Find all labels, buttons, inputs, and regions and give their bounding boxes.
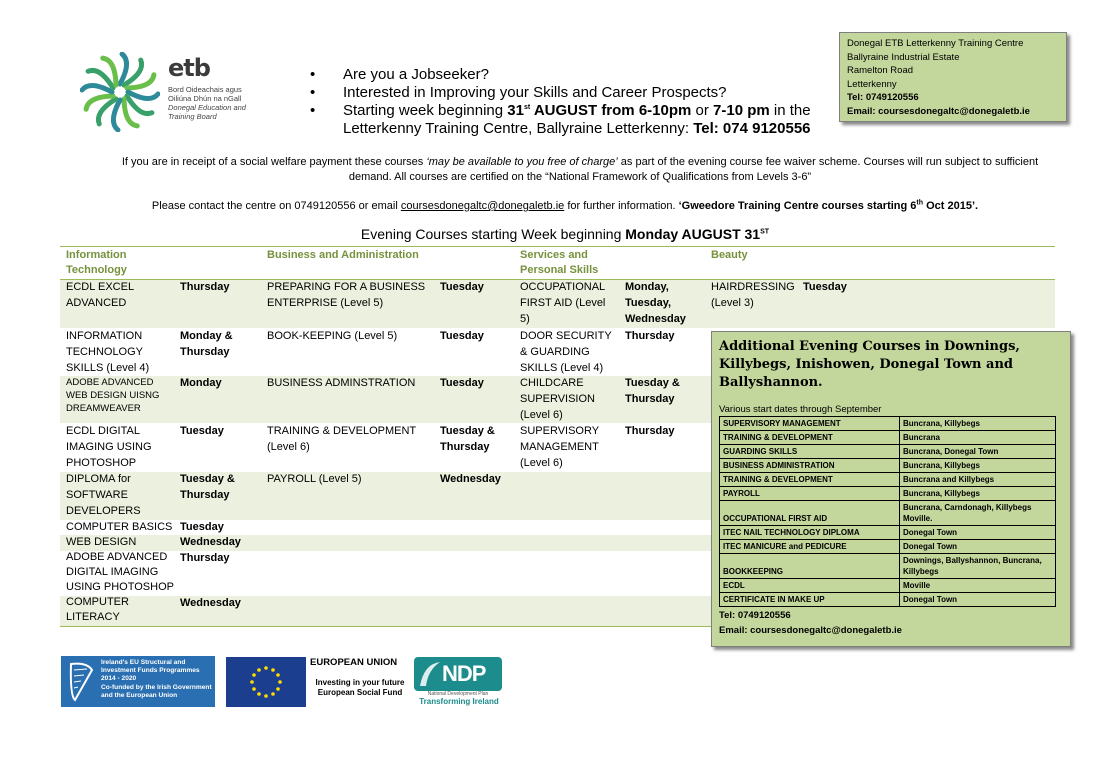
courses-title: Evening Courses starting Week beginning Monday AUGUST 31ST: [360, 226, 770, 242]
sp-course-day: Monday, Tuesday, Wednesday: [625, 281, 686, 325]
table-row: BUSINESS ADMINISTRATION Buncrana, Killybegs: [720, 459, 1056, 473]
it-course-day: Thursday: [180, 281, 230, 293]
table-row: ITEC MANICURE and PEDICURE Donegal Town: [720, 540, 1056, 554]
it-course-name: INFORMATION TECHNOLOGY SKILLS (Level 4): [66, 330, 150, 374]
header-beauty: Beauty: [711, 249, 748, 261]
ba-course-name: BOOK-KEEPING (Level 5): [267, 330, 398, 342]
table-row: SUPERVISORY MANAGEMENT Buncrana, Killybegs: [720, 417, 1056, 431]
etb-logo: [80, 52, 260, 132]
table-row: TRAINING & DEVELOPMENT Buncrana: [720, 431, 1056, 445]
eu-flag-icon: [226, 657, 306, 707]
contact-tel: Tel: 0749120556: [847, 92, 919, 104]
ndp-logo: [414, 657, 504, 707]
it-course-day: Thursday: [180, 552, 230, 564]
table-row: OCCUPATIONAL FIRST AID Buncrana, Carndonagh, Killybegs Moville.: [720, 501, 1056, 526]
it-course-name: COMPUTER BASICS: [66, 521, 173, 533]
contact-line: Donegal ETB Letterkenny Training Centre: [847, 38, 1024, 49]
contact-line: Ballyraine Industrial Estate: [847, 51, 960, 63]
eu-subtitle: Investing in your future European Social Fund: [315, 678, 405, 697]
harp-icon: [65, 660, 97, 703]
it-course-day: Tuesday: [180, 425, 224, 437]
additional-courses-dates: Various start dates through September: [719, 404, 882, 415]
ba-course-day: Tuesday: [440, 377, 484, 389]
it-course-day: Monday & Thursday: [180, 330, 233, 358]
contact-box: [839, 32, 1067, 122]
intro-bullets: [310, 66, 830, 138]
ba-course-day: Tuesday & Thursday: [440, 425, 495, 453]
contact-paragraph: Please contact the centre on 0749120556 or email coursesdonegaltc@donegaletb.ie for further information. ‘Gweedore Training Centre courses starting 6th Oct 2015’.: [151, 199, 979, 212]
additional-tel: Tel: 0749120556: [719, 610, 791, 621]
ndp-name: NDP: [442, 661, 486, 686]
ba-course-name: BUSINESS ADMINSTRATION: [267, 377, 416, 389]
ndp-small-text: National Development Plan: [427, 691, 489, 697]
it-course-name: ADOBE ADVANCED DIGITAL IMAGING USING PHOTOSHOP: [66, 551, 174, 593]
beauty-course-name: HAIRDRESSING (Level 3): [711, 281, 795, 309]
ba-course-name: PAYROLL (Level 5): [267, 473, 362, 485]
it-course-day: Wednesday: [180, 597, 241, 609]
bullet-skills: • Interested in Improving your Skills and Career Prospects?: [310, 84, 830, 102]
table-row: ECDL Moville: [720, 579, 1056, 593]
header-business: Business and Administration: [267, 249, 419, 261]
contact-line: Letterkenny: [847, 78, 897, 90]
sp-course-name: SUPERVISORY MANAGEMENT (Level 6): [520, 425, 599, 469]
table-row: ITEC NAIL TECHNOLOGY DIPLOMA Donegal Town: [720, 526, 1056, 540]
logo-subtitle: Bord Oideachais agus Oiliúna Dhún na nGall Donegal Education and Training Board: [168, 85, 246, 121]
header-services: Services and Personal Skills: [520, 249, 599, 276]
it-course-day: Tuesday & Thursday: [180, 473, 235, 501]
sp-course-name: DOOR SECURITY & GUARDING SKILLS (Level 4): [520, 330, 612, 374]
ba-course-day: Tuesday: [440, 330, 484, 342]
eu-title: EUROPEAN UNION: [310, 657, 398, 668]
sp-course-day: Tuesday & Thursday: [625, 377, 680, 405]
ndp-tagline: Transforming Ireland: [419, 697, 499, 706]
logo-wordmark: etb: [168, 54, 210, 82]
ndp-swoosh-icon: [418, 660, 442, 688]
table-row: BOOKKEEPING Downings, Ballyshannon, Buncrana, Killybegs: [720, 554, 1056, 579]
eu-structural-funds-logo: [61, 656, 215, 707]
table-row: GUARDING SKILLS Buncrana, Donegal Town: [720, 445, 1056, 459]
additional-email[interactable]: Email: coursesdonegaltc@donegaletb.ie: [719, 625, 902, 636]
contact-line: Ramelton Road: [847, 65, 914, 77]
it-course-day: Tuesday: [180, 521, 224, 533]
table-row: CERTIFICATE IN MAKE UP Donegal Town: [720, 593, 1056, 607]
beauty-course-day: Tuesday: [803, 281, 847, 293]
contact-email[interactable]: Email: coursesdonegaltc@donegaletb.ie: [847, 105, 1030, 117]
header-it: Information Technology: [66, 249, 127, 276]
sp-course-day: Thursday: [625, 330, 675, 342]
it-course-name: ECDL EXCEL ADVANCED: [66, 281, 134, 309]
sp-course-name: CHILDCARE SUPERVISION (Level 6): [520, 377, 595, 421]
it-course-name: ECDL DIGITAL IMAGING USING PHOTOSHOP: [66, 425, 152, 469]
it-course-day: Monday: [180, 377, 222, 389]
etb-swirl-icon: [80, 52, 160, 132]
ba-course-name: TRAINING & DEVELOPMENT (Level 6): [267, 425, 416, 453]
it-course-day: Wednesday: [180, 536, 241, 548]
ba-course-day: Wednesday: [440, 473, 501, 485]
it-course-name: COMPUTER LITERACY: [66, 596, 129, 623]
additional-contact: [719, 608, 902, 638]
it-course-name: DIPLOMA for SOFTWARE DEVELOPERS: [66, 473, 141, 517]
sp-course-name: OCCUPATIONAL FIRST AID (Level 5): [520, 281, 606, 325]
it-course-name: ADOBE ADVANCED WEB DESIGN UISNG DREAMWEAVER: [66, 377, 160, 414]
additional-courses-box: [711, 331, 1071, 647]
table-row: TRAINING & DEVELOPMENT Buncrana and Killybegs: [720, 473, 1056, 487]
additional-courses-table: [719, 416, 1056, 607]
eu-label: [310, 657, 410, 698]
email-link[interactable]: coursesdonegaltc@donegaletb.ie: [400, 200, 565, 212]
fee-waiver-paragraph: If you are in receipt of a social welfare payment these courses ‘may be available to you free of charge’ as part of the evening course fee waiver scheme. Courses will run subject to sufficient demand. All courses are certified on the “National Framework of Qualifications from Levels 3-6”: [121, 156, 1039, 183]
bullet-start: • Starting week beginning 31st AUGUST from 6-10pm or 7-10 pm in the Letterkenny Training Centre, Ballyraine Letterkenny: Tel: 074 9120556: [310, 102, 830, 138]
table-row: PAYROLL Buncrana, Killybegs: [720, 487, 1056, 501]
additional-courses-title: Additional Evening Courses in Downings, Killybegs, Inishowen, Donegal Town and Ballyshannon.: [719, 339, 1020, 390]
eu-structural-funds-text: Ireland’s EU Structural and Investment Funds Programmes 2014 - 2020 Co-funded by the Irish Government and the European Union: [101, 659, 212, 700]
table-header: [60, 246, 1055, 280]
ba-course-name: PREPARING FOR A BUSINESS ENTERPRISE (Level 5): [267, 281, 426, 309]
bullet-jobseeker: • Are you a Jobseeker?: [310, 66, 830, 84]
ba-course-day: Tuesday: [440, 281, 484, 293]
it-course-name: WEB DESIGN: [66, 536, 137, 548]
sp-course-day: Thursday: [625, 425, 675, 437]
